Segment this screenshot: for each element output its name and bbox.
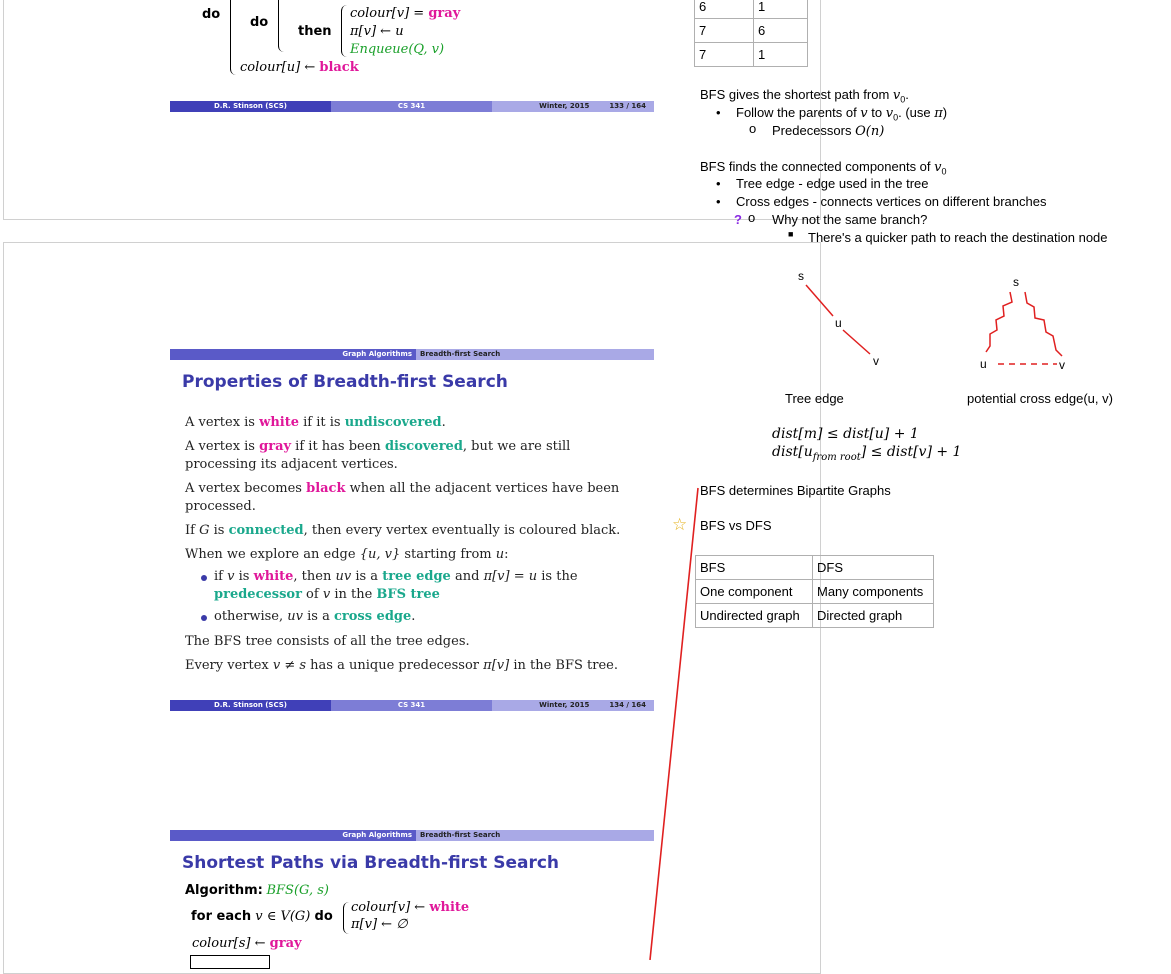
footer-term-page: Winter, 2015 133 / 164 — [492, 101, 654, 112]
slide-134-line-connected: If G is connected, then every vertex eventually is coloured black. — [185, 523, 621, 538]
footer-term-page: Winter, 2015 134 / 164 — [492, 700, 654, 711]
enqueue-line: Enqueue(Q, v) — [350, 42, 445, 57]
note-bullet: • — [716, 176, 721, 191]
slide-134-line-black: A vertex becomes black when all the adjacent vertices have been processed. — [185, 481, 620, 514]
note-square-bullet: ■ — [788, 229, 794, 239]
pen-stroke-long — [650, 488, 698, 960]
note-bullet: • — [716, 194, 721, 209]
dist-inequality-1: dist[m] ≤ dist[u] + 1 — [772, 426, 919, 442]
table-row: Undirected graph Directed graph — [696, 604, 934, 628]
note-circle-bullet: o — [749, 121, 757, 136]
note-bipartite: BFS determines Bipartite Graphs — [700, 483, 891, 498]
slide-135-title: Shortest Paths via Breadth-first Search — [182, 853, 560, 873]
dist-inequality-2: $dist[u_{from root}]$ ≤ dist[v] + 1 — [772, 444, 962, 463]
slide-134-line-gray: A vertex is gray if it has been discovered, but we are still processing its adjacent vertices. — [185, 439, 571, 472]
table-row: One component Many components — [696, 580, 934, 604]
sketch-label-v: v — [1059, 358, 1065, 372]
tree-edge-caption: Tree edge — [785, 391, 844, 406]
pi-v-line: π[v] ← u — [350, 24, 404, 39]
slide-134-bullet-tree: if v is white, then uv is a tree edge and π[v] = u is the predecessor of v in the BFS tree — [214, 569, 578, 602]
note-shortest-path: BFS gives the shortest path from $v_0$. — [700, 87, 909, 105]
tree-edge-stroke-1 — [806, 285, 833, 316]
note-predecessors: Predecessors O(n) — [772, 123, 885, 139]
question-mark-icon: ? — [734, 212, 742, 227]
slide-134-title: Properties of Breadth-first Search — [182, 372, 508, 392]
header-section: Graph Algorithms — [170, 830, 416, 841]
sketch-label-s: s — [798, 269, 804, 283]
do-inner-label: do — [250, 15, 269, 30]
footer-author: D.R. Stinson (SCS) — [170, 101, 331, 112]
sketch-label-v: v — [873, 354, 879, 368]
slide-134-bullet-cross: otherwise, uv is a cross edge. — [214, 609, 416, 624]
colour-v-line: colour[v] = gray — [350, 6, 461, 21]
header-subsection: Breadth-first Search — [416, 830, 654, 841]
do-label: do — [202, 7, 221, 22]
compare-table — [695, 555, 934, 628]
cross-edge-caption: potential cross edge(u, v) — [967, 391, 1113, 406]
footer-course: CS 341 — [331, 101, 492, 112]
header-subsection: Breadth-first Search — [416, 349, 654, 360]
star-icon: ☆ — [672, 515, 688, 534]
left-branch-stroke — [986, 292, 1012, 352]
then-label: then — [298, 24, 332, 39]
algorithm-line: Algorithm: BFS(G, s) — [185, 883, 329, 898]
colour-s-line: colour[s] ← gray — [192, 936, 302, 951]
sketch-label-s: s — [1013, 275, 1019, 289]
note-why-not: Why not the same branch? — [772, 212, 928, 227]
note-follow-parents: Follow the parents of v to $v_0$. (use π) — [736, 105, 948, 123]
note-bullet: • — [716, 105, 721, 120]
slide-134-line-white: A vertex is white if it is undiscovered. — [185, 415, 446, 430]
for-each-line: for each v ∈ V(G) do — [191, 909, 333, 924]
right-branch-stroke — [1025, 292, 1062, 356]
table-row: 6 1 — [695, 0, 808, 19]
note-vs: BFS vs DFS — [700, 518, 772, 533]
table-row: 7 1 — [695, 43, 808, 67]
note-circle-bullet: o — [748, 210, 756, 225]
colour-u-line: colour[u] ← black — [240, 60, 359, 75]
slide-134-line-explore: When we explore an edge {u, v} starting from u: — [185, 547, 509, 562]
note-quicker: There's a quicker path to reach the destination node — [808, 230, 1108, 245]
slide-134-line-unique: Every vertex v ≠ s has a unique predecessor π[v] in the BFS tree. — [185, 658, 618, 673]
init-pi-line: π[v] ← ∅ — [351, 917, 408, 932]
table-row: BFS DFS — [696, 556, 934, 580]
footer-course: CS 341 — [331, 700, 492, 711]
footer-author: D.R. Stinson (SCS) — [170, 700, 331, 711]
note-connected: BFS finds the connected components of $v_0$ — [700, 159, 947, 177]
note-cross-edges: Cross edges - connects vertices on different branches — [736, 194, 1047, 209]
header-section: Graph Algorithms — [170, 349, 416, 360]
sketch-label-u: u — [835, 316, 842, 330]
init-colour-line: colour[v] ← white — [351, 900, 470, 915]
note-tree-edge: Tree edge - edge used in the tree — [736, 176, 929, 191]
slide-134-line-tree: The BFS tree consists of all the tree edges. — [185, 634, 470, 649]
table-row: 7 6 — [695, 19, 808, 43]
sketch-label-u: u — [980, 357, 987, 371]
tree-edge-stroke-2 — [843, 330, 870, 354]
